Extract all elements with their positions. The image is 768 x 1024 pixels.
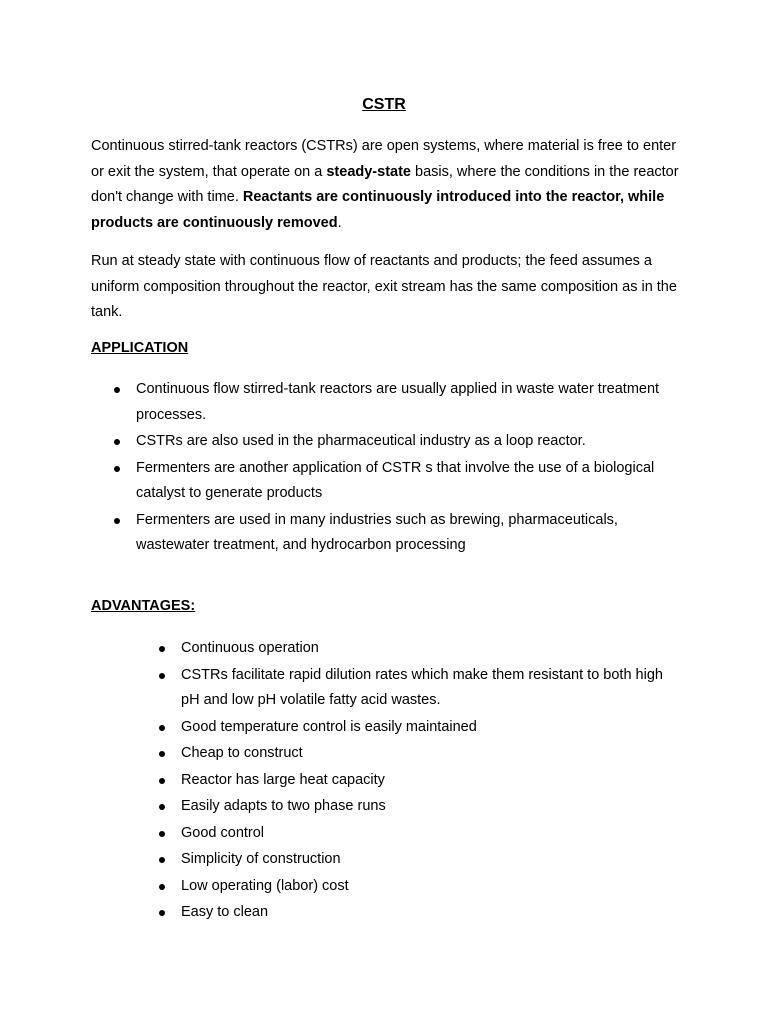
list-item — [112, 508, 692, 559]
bullet-icon — [159, 831, 165, 837]
list-item-text: Easily adapts to two phase runs — [181, 798, 386, 814]
list-item-text: Reactor has large heat capacity — [181, 771, 385, 788]
list-item-text: CSTRs facilitate rapid dilution rates which make them resistant to both high pH and low pH volatile fatty acid wastes. — [181, 666, 663, 708]
list-item — [157, 900, 677, 926]
list-item-text: Low operating (labor) cost — [181, 877, 349, 894]
application-heading: APPLICATION — [91, 340, 189, 356]
list-item-text: Fermenters are used in many industries such as brewing, pharmaceuticals, wastewater treatment, and hydrocarbon processing — [136, 511, 618, 553]
list-item — [157, 741, 677, 767]
list-item-text: Fermenters are another application of CSTR s that involve the use of a biological catalyst to generate products — [136, 459, 655, 501]
list-item — [157, 794, 677, 820]
list-item — [157, 874, 677, 900]
list-item — [112, 429, 692, 455]
list-item-text: Easy to clean — [181, 904, 269, 920]
list-item-text: Simplicity of construction — [181, 851, 341, 867]
advantages-list — [157, 636, 677, 927]
bullet-icon — [159, 910, 165, 916]
list-item-text: Good temperature control is easily maintained — [181, 718, 477, 735]
bullet-icon — [114, 518, 120, 524]
list-item — [112, 456, 692, 507]
steady-state-paragraph: Run at steady state with continuous flow of reactants and products; the feed assumes a uniform composition throughout the reactor, exit stream has the same composition as in the tank. — [91, 253, 677, 320]
bullet-icon — [114, 439, 120, 445]
document-title: CSTR — [362, 96, 406, 113]
intro-text-3: . — [337, 214, 342, 231]
list-item — [157, 847, 677, 873]
list-item-text: Continuous operation — [181, 640, 319, 656]
bullet-icon — [159, 857, 165, 863]
list-item — [157, 636, 677, 662]
list-item — [157, 768, 677, 794]
list-item-text: Cheap to construct — [181, 745, 303, 761]
list-item-text: Good control — [181, 824, 265, 841]
bullet-icon — [114, 387, 120, 393]
advantages-heading: ADVANTAGES: — [91, 598, 196, 614]
intro-paragraph — [91, 134, 691, 236]
bullet-icon — [159, 778, 165, 784]
intro-bold-1: steady-state — [326, 163, 411, 180]
list-item-text: CSTRs are also used in the pharmaceutical industry as a loop reactor. — [136, 433, 586, 449]
intro-text-1: Continuous stirred-tank reactors (CSTRs) are open systems, where material is free to enter or exit the system, that operate on a — [91, 138, 677, 180]
bullet-icon — [159, 673, 165, 679]
list-item — [112, 377, 692, 428]
bullet-icon — [159, 725, 165, 731]
list-item — [157, 715, 677, 741]
bullet-icon — [114, 466, 120, 472]
intro-text-2: basis, where the conditions in the reactor don't change with time. — [91, 163, 679, 205]
bullet-icon — [159, 884, 165, 890]
bullet-icon — [159, 751, 165, 757]
list-item-text: Continuous flow stirred-tank reactors are usually applied in waste water treatment processes. — [136, 381, 660, 423]
intro-bold-2: Reactants are continuously introduced into the reactor, while products are continuously removed — [91, 189, 665, 231]
list-item — [157, 663, 677, 714]
bullet-icon — [159, 804, 165, 810]
bullet-icon — [159, 646, 165, 652]
list-item — [157, 821, 677, 847]
application-list — [112, 377, 692, 560]
